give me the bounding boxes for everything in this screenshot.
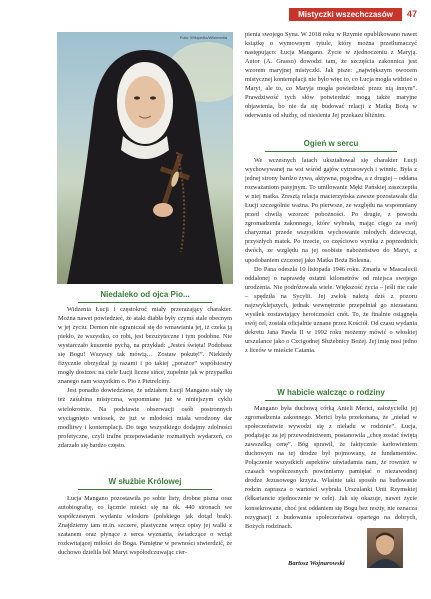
heading-w-habicie: W habicie walcząc o rodziny [245,387,417,399]
author-portrait [367,528,403,568]
page-number: 47 [406,9,417,19]
left-block-1 [58,305,232,450]
portrait-illustration [57,32,233,284]
author-name: Bartosz Wojnarowski [288,560,345,567]
photo-credit: Foto: Wikipedia/Wikimedia [179,35,227,40]
right-block-1 [245,30,417,120]
section-title-badge: Mistyczki wszechczasów [289,8,402,21]
author-photo [366,527,404,569]
paragraph: We wczesnych latach ukształtował się charakter Łucji wychowywanej na wsi wśród gajów cytrusowych i winnic. Była z jednej strony bardzo żywa, aktywna, pogodna, a z drugiej – oddana rozważaniom pasyjnym. To umiłowanie Męki Pańskiej zaszczepiła w niej matka. Zresztą relacja macierzyńska zawsze pozostawała dla Łucji szczególnie ważna. Po pierwsze, ze względu na wspomniany przed chwilą wzorzec pobożności. Po drugie, z powodu zgromadzenia zakonnego, które wybrała, mając cięgo za swój charyzmat przede wszystkim wychowanie młodych dziewcząt, przyszłych matek. Po trzecie, co częściowo wynika z poprzednich dwóch, ze względu na jej osobiste nabożeństwo do Maryi, z upodobaniem czczonej jako Matka Boża Bolesna. [245,157,417,264]
paragraph: Łucja Mangano pozostawiła po sobie listy, drobne pisma oraz autobiografię, co łącznie mieści się na ok. 440 stronach we współczesnym wydaniu włoskim (polskiego jak dotąd brak). Znajdziemy tam m.in. szczere, plastyczne wręcz opisy jej walki z szatanem oraz płynące z serca wyznania, świadczące o wciąż rozkwitającej miłości do Boga. Pamiętne w pewności stwierdzić, że duchowo dzieliła ból Maryi współodczuwając cier- [58,495,232,557]
left-block-2 [58,494,232,557]
heading-ogien: Ogień w sercu [245,138,417,150]
nun-portrait-photo [57,32,233,284]
heading-niedaleko: Niedaleko od ojca Pio... [58,289,232,301]
paragraph: Widzenia Łucji i częstokroć miały przerażający charakter. Można nawet powiedzieć, że ataki diabła były czymś stale obecnym w jej życiu. Demon nie ograniczał się do wmawiania jej, iż czeka ją piekło, że wszystko, co robi, jest bezużyteczne i tym podobne. Nie wystarczało kuszenie pychą, na przykład: „Jesteś święta! Podobasz się Bogu! Wszyscy tak mówią… Zostaw pokutę!”. Niekiedy fizycznie obrzydzał ją razami i po takiej „porażce” współsiostry mogły dostrzec na ciele Łucji liczne sińce, zupełnie jak w przypadku znanego nam wszystkim o. Pio z Pietrelciny. [58,306,232,386]
paragraph: pienia swojego Syna. W 2018 roku w Rzymie opublikowano nawet książkę o wymownym tytule, który można przetłumaczyć następująco: Łucja Mangano. Życie w zjednoczeniu z Maryją. Autor (A. Grasso) dowodzi tam, że szczęścia zakonnica jest wzorem maryjnej mistyczki. Jak pisze: „największym owocem mistycznej kontemplacji nie było więc to, co Łucja mogła widzieć o Maryi, ale to, co Maryja mogła powiedzieć przez nią innym”. Prawdziwość tych słów potwierdzić mogą także maryjne objawienia, bo nie da się budować relacji z Matką Bożą w oderwaniu od służby, od niesienia Jej przekazu bliźnim. [245,31,417,120]
paragraph: Do Pana odeszła 10 listopada 1946 roku. Zmarła w Mascalucii oddalonej o naprawdę ostatni kilometrów od miejsca swojego urodzenia. Nie podróżowała wiele. Większość życia – jeśli nie całe – spędziła na Sycylii. Jej zwłok należą dziś z pozoru najzwyklejszych, jednak wewnętrznie przepełniał go niezastanu wysiłek zostawiający heroiczności cnót. To, że finalnie osiągnęła swój cel, została oficjalnie uznane przez Kościół. Od czasu wydania dekretu Jana Pawła II w 1992 roku możemy mówić o włoskiej urszulance jako o Czcigodnej Służebnicy Bożej. Jej imię nosi jedno z liceów w mieście Catania. [245,265,417,354]
right-block-3 [245,404,417,531]
paragraph: Mangano była duchową córką Anieli Merici, założycielki jej zgromadzenia zakonnego. Merici była przekonana, że „nieład w społeczeństwie wywodzi się z nieładu w rodzinie”. Łucja, podążając za jej przewodnictwem, postanowiła „chcę zostać świętą zawszelką cenę”. Bóg sprawił, że faktycznie karłowieniem duchowym na tej drodze był pojmowany, że fundamentów. Połączenie wszystkich aspektów uświadamia nam, że rownież w czasach współczesnych powinnismy pamiętać o niezawodnej drodze Jezusowego krzyża. Właśnie taki sposób na budowanie rodzin zaprasza o wartości wybrała Urszulanki Unii Rzymskiej (kłkariancie zjednoczenie w cele). Jak się okazuje, nawet życie konsekrowane, choć jest oddaniem się Bogu bez reszty, nie oznacza rezygnacji z budowania społeczeństwa opartego na dobrych, Bożych rodzinach. [245,405,417,530]
paragraph: Jest ponadto dowiedzione, że udziałem Łucji Mangano stały się też zaśubina mistyczna, wspomniane już w niniejszym cyklu wielokrotnie. Na podstawie obserwacji osób postronnych wyciągnięto wniosek, że już w młodości miała wrodzony dar modlitwy i kontemplacji. Do tego wszystkiego dodajmy zdolności profetyczne, czyli trafne przepowiadanie rozmaitych wydarzeń, co zdarzało się bardzo często. [58,387,232,449]
heading-w-sluzbie: W służbie Królowej [58,476,232,488]
right-block-2 [245,156,417,355]
